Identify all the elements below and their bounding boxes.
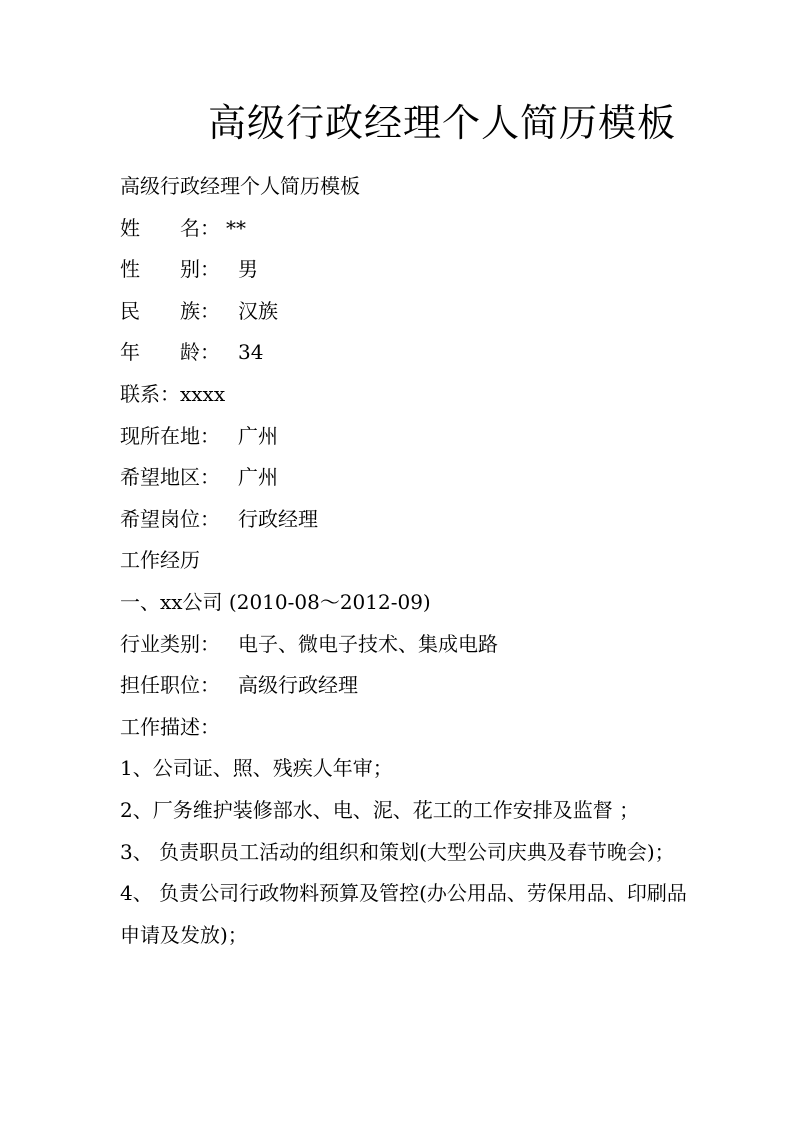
industry-row	[120, 624, 695, 666]
resume-subtitle: 高级行政经理个人简历模板	[120, 174, 360, 198]
name-label: 姓 名：	[120, 215, 220, 240]
work-heading: 工作经历	[120, 548, 200, 573]
gender-value: 男	[238, 257, 258, 282]
gender-label: 性 别：	[120, 257, 220, 282]
company-line: 一、xx公司 (2010-08～2012-09)	[120, 589, 431, 614]
desired-region-label: 希望地区：	[120, 465, 220, 490]
industry-value: 电子、微电子技术、集成电路	[238, 631, 498, 656]
position-value: 高级行政经理	[238, 673, 358, 698]
position-row	[120, 665, 695, 707]
contact-value: xxxx	[180, 381, 226, 406]
desired-region-value: 广州	[238, 465, 278, 490]
desired-region-row	[120, 457, 695, 499]
work-item: 3、 负责职员工活动的组织和策划(大型公司庆典及春节晚会)；	[120, 839, 675, 864]
position-label: 担任职位：	[120, 673, 220, 698]
work-item: 2、厂务维护装修部水、电、泥、花工的工作安排及监督 ；	[120, 797, 640, 822]
age-row	[120, 332, 695, 374]
work-item: 4、 负责公司行政物料预算及管控(办公用品、劳保用品、印刷品申请及发放)；	[120, 881, 687, 947]
desired-position-value: 行政经理	[238, 506, 318, 531]
location-label: 现所在地：	[120, 423, 220, 448]
name-row	[120, 208, 695, 250]
contact-row	[120, 374, 695, 416]
age-label: 年 龄：	[120, 340, 220, 365]
name-value: **	[226, 215, 246, 240]
location-value: 广州	[238, 423, 278, 448]
desired-position-row	[120, 499, 695, 541]
age-value: 34	[238, 340, 264, 365]
document-title: 高级行政经理个人简历模板	[208, 101, 677, 145]
work-item: 1、公司证、照、残疾人年审；	[120, 756, 393, 781]
location-row	[120, 416, 695, 458]
ethnicity-value: 汉族	[238, 298, 278, 323]
ethnicity-row	[120, 291, 695, 333]
resume-body	[120, 166, 695, 956]
gender-row	[120, 249, 695, 291]
contact-label: 联系：	[120, 381, 180, 406]
work-description-heading: 工作描述：	[120, 714, 220, 739]
desired-position-label: 希望岗位：	[120, 506, 220, 531]
industry-label: 行业类别：	[120, 631, 220, 656]
ethnicity-label: 民 族：	[120, 298, 220, 323]
